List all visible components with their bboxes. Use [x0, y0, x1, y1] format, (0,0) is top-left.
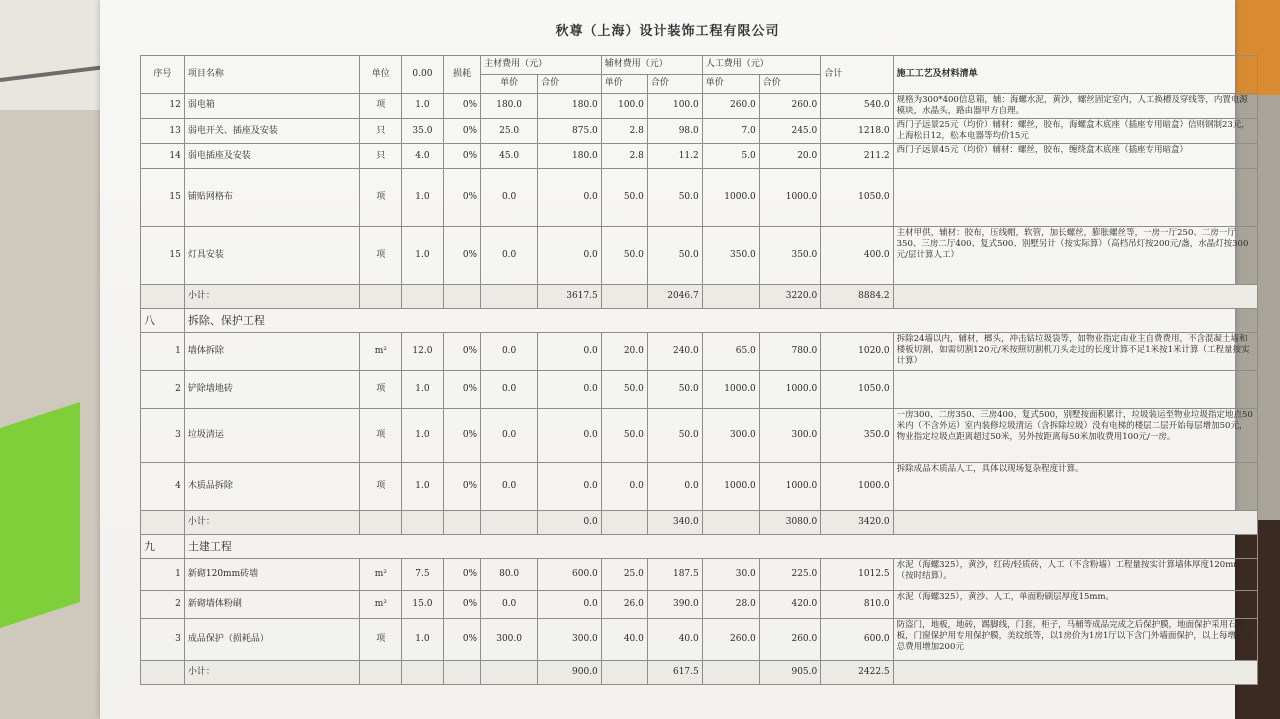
row-unit: m²	[360, 559, 402, 591]
row-name: 新砌120mm砖墙	[184, 559, 360, 591]
row-unit: 项	[360, 227, 402, 285]
row-labor-total: 260.0	[759, 94, 820, 119]
row-labor-price: 300.0	[702, 409, 759, 463]
row-aux-total: 50.0	[647, 371, 702, 409]
header-aux-total: 合价	[647, 75, 702, 94]
row-aux-price: 40.0	[601, 619, 647, 661]
row-note: 西门子远景25元（均价）辅材：螺丝，胶布，海螺盒木底座（插座专用暗盒）信则钢制23元，上海松日12，松本电器等均价15元	[893, 119, 1257, 144]
row-name: 木质品拆除	[184, 463, 360, 511]
row-labor-total: 420.0	[759, 591, 820, 619]
row-main-price: 45.0	[481, 144, 538, 169]
row-labor-total: 1000.0	[759, 169, 820, 227]
row-aux-total: 0.0	[647, 463, 702, 511]
row-qty: 12.0	[402, 333, 444, 371]
row-qty: 4.0	[402, 144, 444, 169]
header-qty: 0.00	[402, 56, 444, 94]
row-aux-price: 0.0	[601, 463, 647, 511]
subtotal-labor: 3080.0	[759, 511, 820, 535]
subtotal-aux: 340.0	[647, 511, 702, 535]
row-qty: 15.0	[402, 591, 444, 619]
row-labor-total: 350.0	[759, 227, 820, 285]
row-aux-price: 50.0	[601, 409, 647, 463]
row-aux-total: 50.0	[647, 169, 702, 227]
row-labor-price: 260.0	[702, 619, 759, 661]
row-qty: 1.0	[402, 371, 444, 409]
section-no: 九	[141, 535, 185, 559]
row-main-price: 0.0	[481, 591, 538, 619]
row-aux-total: 390.0	[647, 591, 702, 619]
row-labor-price: 1000.0	[702, 169, 759, 227]
row-name: 弱电开关、插座及安装	[184, 119, 360, 144]
row-main-price: 25.0	[481, 119, 538, 144]
row-aux-total: 100.0	[647, 94, 702, 119]
table-row	[141, 409, 1258, 463]
row-sum: 600.0	[821, 619, 893, 661]
row-note: 拆除成品木质品人工，具体以现场复杂程度计算。	[893, 463, 1257, 511]
table-row	[141, 144, 1258, 169]
subtotal-labor: 3220.0	[759, 285, 820, 309]
row-sum: 1218.0	[821, 119, 893, 144]
row-note: 一房300、二房350、三房400、复式500，别墅按面积累计，垃圾装运至物业垃圾指定地点50米内（不含外运）室内装修垃圾清运（含拆除垃圾）没有电梯的楼层二层开始每层增加50元，物业指定垃圾点距离超过50米，另外按距离每50米加收费用100元/一房。	[893, 409, 1257, 463]
row-loss: 0%	[443, 409, 480, 463]
row-loss: 0%	[443, 371, 480, 409]
row-main-price: 0.0	[481, 463, 538, 511]
row-aux-total: 98.0	[647, 119, 702, 144]
row-note	[893, 371, 1257, 409]
row-no: 1	[141, 333, 185, 371]
row-sum: 540.0	[821, 94, 893, 119]
row-note: 防盗门，地板，地砖，踢脚线，门套，柜子，马桶等成品完成之后保护膜，地面保护采用石膏板，门窗保护用专用保护膜，美纹纸等，以1房价为1房1厅以下含门外墙面保护，以上每增一房总费用增加200元	[893, 619, 1257, 661]
row-main-total: 0.0	[538, 371, 602, 409]
row-no: 2	[141, 371, 185, 409]
row-sum: 1050.0	[821, 169, 893, 227]
header-labor-total: 合价	[759, 75, 820, 94]
row-name: 铲除墙地砖	[184, 371, 360, 409]
company-title: 秋尊（上海）设计装饰工程有限公司	[555, 24, 780, 39]
row-unit: 只	[360, 119, 402, 144]
row-unit: 只	[360, 144, 402, 169]
green-folder	[0, 402, 80, 628]
quote-table	[140, 55, 1258, 685]
row-unit: 项	[360, 94, 402, 119]
row-qty: 1.0	[402, 227, 444, 285]
table-row	[141, 333, 1258, 371]
row-aux-total: 187.5	[647, 559, 702, 591]
table-row	[141, 94, 1258, 119]
row-main-total: 180.0	[538, 144, 602, 169]
row-main-total: 0.0	[538, 227, 602, 285]
row-main-total: 0.0	[538, 409, 602, 463]
row-labor-price: 260.0	[702, 94, 759, 119]
row-main-total: 180.0	[538, 94, 602, 119]
row-note: 水泥（海螺325），黄沙、人工，单面粉刷层厚度15mm。	[893, 591, 1257, 619]
table-row	[141, 463, 1258, 511]
subtotal-label: 小计：	[184, 285, 360, 309]
subtotal-row	[141, 285, 1258, 309]
header-notes: 施工工艺及材料清单	[893, 56, 1257, 94]
subtotal-aux: 2046.7	[647, 285, 702, 309]
row-loss: 0%	[443, 591, 480, 619]
row-no: 1	[141, 559, 185, 591]
row-sum: 350.0	[821, 409, 893, 463]
row-main-total: 600.0	[538, 559, 602, 591]
section-row	[141, 309, 1258, 333]
row-name: 弱电插座及安装	[184, 144, 360, 169]
header-sum: 合计	[821, 56, 893, 94]
row-labor-price: 5.0	[702, 144, 759, 169]
header-loss: 损耗	[443, 56, 480, 94]
row-sum: 1000.0	[821, 463, 893, 511]
row-sum: 1020.0	[821, 333, 893, 371]
row-loss: 0%	[443, 227, 480, 285]
section-name: 拆除、保护工程	[184, 309, 1257, 333]
row-main-total: 0.0	[538, 463, 602, 511]
row-aux-price: 100.0	[601, 94, 647, 119]
table-row	[141, 169, 1258, 227]
row-no: 4	[141, 463, 185, 511]
header-seq: 序号	[141, 56, 185, 94]
row-labor-total: 20.0	[759, 144, 820, 169]
row-no: 3	[141, 409, 185, 463]
header-labor: 人工费用（元）	[702, 56, 821, 75]
header-main-unit: 单价	[481, 75, 538, 94]
row-sum: 1012.5	[821, 559, 893, 591]
row-loss: 0%	[443, 94, 480, 119]
row-qty: 35.0	[402, 119, 444, 144]
row-main-price: 300.0	[481, 619, 538, 661]
table-row	[141, 119, 1258, 144]
row-qty: 1.0	[402, 619, 444, 661]
row-name: 墙体拆除	[184, 333, 360, 371]
row-no: 13	[141, 119, 185, 144]
row-name: 灯具安装	[184, 227, 360, 285]
row-main-total: 875.0	[538, 119, 602, 144]
row-labor-total: 260.0	[759, 619, 820, 661]
row-name: 弱电箱	[184, 94, 360, 119]
row-labor-total: 1000.0	[759, 463, 820, 511]
row-qty: 1.0	[402, 463, 444, 511]
row-labor-price: 7.0	[702, 119, 759, 144]
row-unit: 项	[360, 463, 402, 511]
subtotal-main: 0.0	[538, 511, 602, 535]
row-main-price: 0.0	[481, 371, 538, 409]
row-aux-price: 50.0	[601, 169, 647, 227]
subtotal-sum: 2422.5	[821, 661, 893, 685]
row-labor-total: 1000.0	[759, 371, 820, 409]
row-sum: 1050.0	[821, 371, 893, 409]
quote-sheet	[100, 0, 1253, 719]
row-labor-price: 30.0	[702, 559, 759, 591]
section-row	[141, 535, 1258, 559]
row-aux-total: 50.0	[647, 227, 702, 285]
row-no: 2	[141, 591, 185, 619]
row-labor-price: 28.0	[702, 591, 759, 619]
row-unit: 项	[360, 409, 402, 463]
row-main-total: 0.0	[538, 169, 602, 227]
row-aux-total: 240.0	[647, 333, 702, 371]
table-row	[141, 227, 1258, 285]
subtotal-main: 900.0	[538, 661, 602, 685]
row-note	[893, 169, 1257, 227]
row-labor-total: 780.0	[759, 333, 820, 371]
subtotal-row	[141, 661, 1258, 685]
row-labor-price: 1000.0	[702, 371, 759, 409]
row-no: 14	[141, 144, 185, 169]
row-aux-total: 40.0	[647, 619, 702, 661]
header-row-1	[141, 56, 1258, 75]
row-qty: 1.0	[402, 409, 444, 463]
subtotal-sum: 8884.2	[821, 285, 893, 309]
header-main-total: 合价	[538, 75, 602, 94]
header-main: 主材费用（元）	[481, 56, 602, 75]
subtotal-sum: 3420.0	[821, 511, 893, 535]
row-main-price: 0.0	[481, 169, 538, 227]
row-unit: m²	[360, 333, 402, 371]
section-no: 八	[141, 309, 185, 333]
row-note: 西门子远景45元（均价）辅材：螺丝，胶布，缠绕盒木底座（插座专用暗盒）	[893, 144, 1257, 169]
row-note: 拆除24墙以内，辅材，榔头，冲击钻垃圾袋等，如物业指定由业主自费费用，不含混凝土墙和楼板切割，如需切割120元/米按照切割机刀头走过的长度计算不足1米按1米计算（工程量按实计算）	[893, 333, 1257, 371]
row-name: 垃圾清运	[184, 409, 360, 463]
row-note: 主材甲供，辅材：胶布，压线帽，软管，加长螺丝，膨胀螺丝等，一房一厅250、二房一厅350、三房二厅400、复式500、别墅另计（按实际算）（高档吊灯按200元/盏，水晶灯按300元/层计算人工）	[893, 227, 1257, 285]
row-no: 12	[141, 94, 185, 119]
row-labor-total: 245.0	[759, 119, 820, 144]
row-loss: 0%	[443, 144, 480, 169]
header-unit: 单位	[360, 56, 402, 94]
row-main-price: 0.0	[481, 227, 538, 285]
row-qty: 1.0	[402, 94, 444, 119]
header-labor-unit: 单价	[702, 75, 759, 94]
row-main-total: 0.0	[538, 333, 602, 371]
row-loss: 0%	[443, 559, 480, 591]
header-aux-unit: 单价	[601, 75, 647, 94]
row-no: 15	[141, 169, 185, 227]
row-aux-price: 50.0	[601, 227, 647, 285]
row-aux-total: 11.2	[647, 144, 702, 169]
row-unit: 项	[360, 169, 402, 227]
row-sum: 211.2	[821, 144, 893, 169]
row-labor-total: 225.0	[759, 559, 820, 591]
row-name: 新砌墙体粉刷	[184, 591, 360, 619]
table-row	[141, 591, 1258, 619]
row-name: 铺贴网格布	[184, 169, 360, 227]
table-row	[141, 559, 1258, 591]
row-qty: 1.0	[402, 169, 444, 227]
row-unit: 项	[360, 371, 402, 409]
row-main-price: 0.0	[481, 333, 538, 371]
row-no: 15	[141, 227, 185, 285]
section-name: 土建工程	[184, 535, 1257, 559]
row-qty: 7.5	[402, 559, 444, 591]
row-loss: 0%	[443, 333, 480, 371]
row-aux-price: 50.0	[601, 371, 647, 409]
row-name: 成品保护（损耗品）	[184, 619, 360, 661]
row-loss: 0%	[443, 169, 480, 227]
row-loss: 0%	[443, 463, 480, 511]
subtotal-label: 小计：	[184, 661, 360, 685]
row-unit: m²	[360, 591, 402, 619]
table-row	[141, 619, 1258, 661]
table-row	[141, 371, 1258, 409]
row-main-price: 180.0	[481, 94, 538, 119]
row-labor-price: 65.0	[702, 333, 759, 371]
row-aux-total: 50.0	[647, 409, 702, 463]
row-main-price: 0.0	[481, 409, 538, 463]
row-aux-price: 26.0	[601, 591, 647, 619]
row-aux-price: 20.0	[601, 333, 647, 371]
row-labor-total: 300.0	[759, 409, 820, 463]
subtotal-main: 3617.5	[538, 285, 602, 309]
row-aux-price: 2.8	[601, 119, 647, 144]
subtotal-labor: 905.0	[759, 661, 820, 685]
row-no: 3	[141, 619, 185, 661]
subtotal-row	[141, 511, 1258, 535]
row-aux-price: 25.0	[601, 559, 647, 591]
row-sum: 400.0	[821, 227, 893, 285]
subtotal-aux: 617.5	[647, 661, 702, 685]
row-note: 水泥（海螺325），黄沙，红砖/轻质砖，人工（不含粉墙）工程量按实计算墙体厚度120mm（按时结算）。	[893, 559, 1257, 591]
header-name: 项目名称	[184, 56, 360, 94]
subtotal-label: 小计：	[184, 511, 360, 535]
row-main-total: 300.0	[538, 619, 602, 661]
row-note: 规格为300*400信息箱，辅：海螺水泥，黄沙，螺丝固定室内，人工换槽及穿线等，内置电源模块，水晶头，路由器甲方自理。	[893, 94, 1257, 119]
row-main-price: 80.0	[481, 559, 538, 591]
row-aux-price: 2.8	[601, 144, 647, 169]
row-loss: 0%	[443, 119, 480, 144]
row-loss: 0%	[443, 619, 480, 661]
row-sum: 810.0	[821, 591, 893, 619]
row-unit: 项	[360, 619, 402, 661]
row-labor-price: 1000.0	[702, 463, 759, 511]
row-main-total: 0.0	[538, 591, 602, 619]
row-labor-price: 350.0	[702, 227, 759, 285]
header-aux: 辅材费用（元）	[601, 56, 702, 75]
